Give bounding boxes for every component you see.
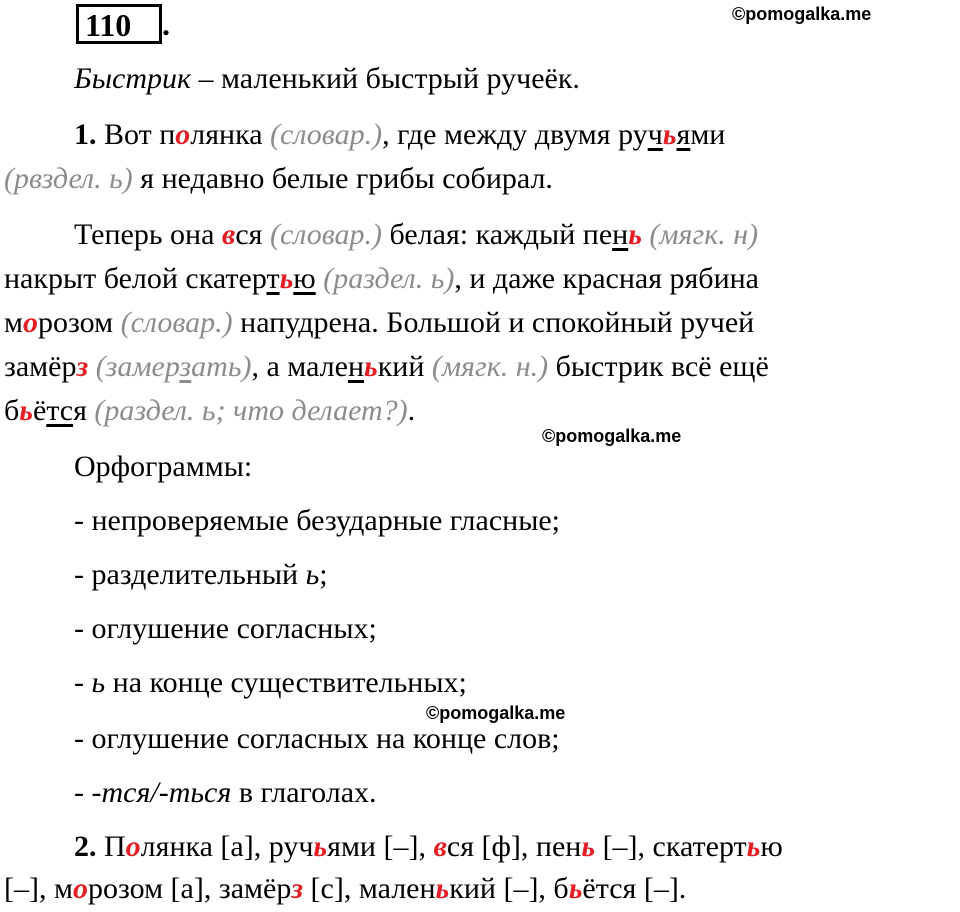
highlight-letter: о: [22, 306, 38, 339]
text-segment: быстрик всё ещё: [548, 350, 769, 383]
text-segment: ми: [690, 118, 726, 151]
text-segment: белая: каждый пе: [382, 218, 613, 251]
text-segment: ся: [235, 218, 270, 251]
orthogram-item: - оглушение согласных;: [74, 612, 377, 645]
exercise-number-box: [76, 4, 162, 44]
text-segment: -тся/-ться: [91, 776, 232, 809]
highlight-letter: о: [72, 872, 88, 905]
underlined-letter: т: [266, 262, 280, 295]
note: (рвздел. ь): [4, 162, 133, 195]
text-segment: розом: [37, 306, 121, 339]
underlined-letter: ю: [293, 262, 316, 295]
text-segment: [с], мален: [303, 872, 436, 905]
part2-label: 2.: [74, 830, 97, 863]
orthogram-item: - оглушение согласных на конце слов;: [74, 722, 560, 755]
text-segment: м: [4, 306, 23, 339]
part1-line-7: [4, 394, 960, 428]
title-rest: – маленький быстрый ручеёк.: [191, 62, 580, 95]
exercise-number-dot: .: [162, 6, 170, 42]
text-segment: -: [74, 776, 92, 809]
text-segment: напудрена. Большой и спокойный ручей: [232, 306, 755, 339]
text-segment: лянка [а], руч: [140, 830, 314, 863]
part1-line-1: [74, 118, 960, 152]
highlight-letter: ь: [19, 394, 33, 427]
highlight-letter: ь: [279, 262, 294, 295]
highlight-letter: в: [221, 218, 236, 251]
note: (раздел. ь): [323, 262, 455, 295]
note: (замер: [95, 350, 180, 383]
note: (словар.): [120, 306, 233, 339]
text-segment: б: [4, 394, 20, 427]
underlined-letter: з: [179, 350, 192, 383]
orthogram-item: [74, 558, 960, 592]
text-segment: -: [74, 666, 92, 699]
text-segment: я: [73, 394, 95, 427]
text-segment: , а мале: [251, 350, 348, 383]
text-segment: лянка: [190, 118, 271, 151]
highlight-letter: в: [433, 830, 447, 863]
note: (раздел. ь; что делает?): [94, 394, 408, 427]
highlight-letter: о: [125, 830, 141, 863]
text-segment: ю: [760, 830, 783, 863]
orthogram-item: - непроверяемые безударные гласные;: [74, 504, 561, 537]
part1-line-3: [74, 218, 960, 252]
text-segment: ё: [32, 394, 47, 427]
text-segment: на конце существительных;: [105, 666, 467, 699]
text-segment: кий: [377, 350, 432, 383]
note: (словар.): [270, 118, 383, 151]
underlined-letter: ч: [647, 118, 663, 151]
part1-line-2: [4, 162, 960, 196]
text-segment: ётся [–].: [582, 872, 687, 905]
title-word: Быстрик: [74, 62, 192, 95]
part1-line-6: [4, 350, 960, 384]
highlight-letter: ь: [313, 830, 328, 863]
orthograms-heading: Орфограммы:: [74, 450, 253, 483]
part1-label: 1.: [74, 118, 97, 151]
text-segment: накрыт белой скатер: [4, 262, 267, 295]
note: (мягк. н): [649, 218, 759, 251]
text-segment: Вот п: [96, 118, 176, 151]
highlight-letter: з: [291, 872, 304, 905]
text-segment: кий [–], б: [449, 872, 569, 905]
highlight-letter: ь: [662, 118, 677, 151]
highlight-letter: о: [175, 118, 191, 151]
note: (словар.): [269, 218, 383, 251]
highlight-letter: ь: [581, 830, 596, 863]
text-segment: , и даже красная рябина: [454, 262, 759, 295]
text-segment: , где между двумя ру: [382, 118, 648, 151]
underlined-letter: я: [676, 118, 691, 151]
text-segment: ь: [305, 558, 320, 591]
watermark: ©pomogalka.me: [426, 703, 566, 723]
part1-line-5: [4, 306, 960, 340]
part2-line-2: [4, 872, 960, 906]
highlight-letter: з: [76, 350, 89, 383]
text-segment: розом [а], замёр: [87, 872, 292, 905]
watermark: ©pomogalka.me: [732, 4, 872, 24]
note: ать): [191, 350, 252, 383]
watermark: ©pomogalka.me: [542, 426, 682, 446]
text-segment: ь: [91, 666, 106, 699]
orthogram-item: [74, 776, 960, 810]
underlined-letter: тс: [46, 394, 74, 427]
highlight-letter: ь: [435, 872, 450, 905]
text-segment: я недавно белые грибы собирал.: [132, 162, 553, 195]
text-segment: ями [–],: [327, 830, 434, 863]
text-segment: в глаголах.: [231, 776, 377, 809]
highlight-letter: ь: [364, 350, 378, 383]
highlight-letter: ь: [628, 218, 642, 251]
text-segment: Теперь она: [74, 218, 222, 251]
text-segment: замёр: [4, 350, 77, 383]
highlight-letter: ь: [568, 872, 583, 905]
text-segment: [–], скатерт: [595, 830, 747, 863]
title-line: [74, 62, 960, 96]
highlight-letter: ь: [746, 830, 761, 863]
underlined-letter: н: [347, 350, 365, 383]
note: (мягк. н.): [431, 350, 549, 383]
text-segment: .: [407, 394, 416, 427]
part1-line-4: [4, 262, 960, 296]
part2-line-1: [74, 830, 960, 864]
text-segment: ся [ф], пен: [446, 830, 582, 863]
underlined-letter: н: [612, 218, 629, 251]
exercise-number: 110: [85, 7, 132, 43]
orthogram-item: [74, 666, 960, 700]
text-segment: [–], м: [4, 872, 73, 905]
text-segment: - разделительный: [74, 558, 306, 591]
text-segment: П: [96, 830, 126, 863]
text-segment: ;: [319, 558, 328, 591]
text-segment: [88, 350, 96, 383]
